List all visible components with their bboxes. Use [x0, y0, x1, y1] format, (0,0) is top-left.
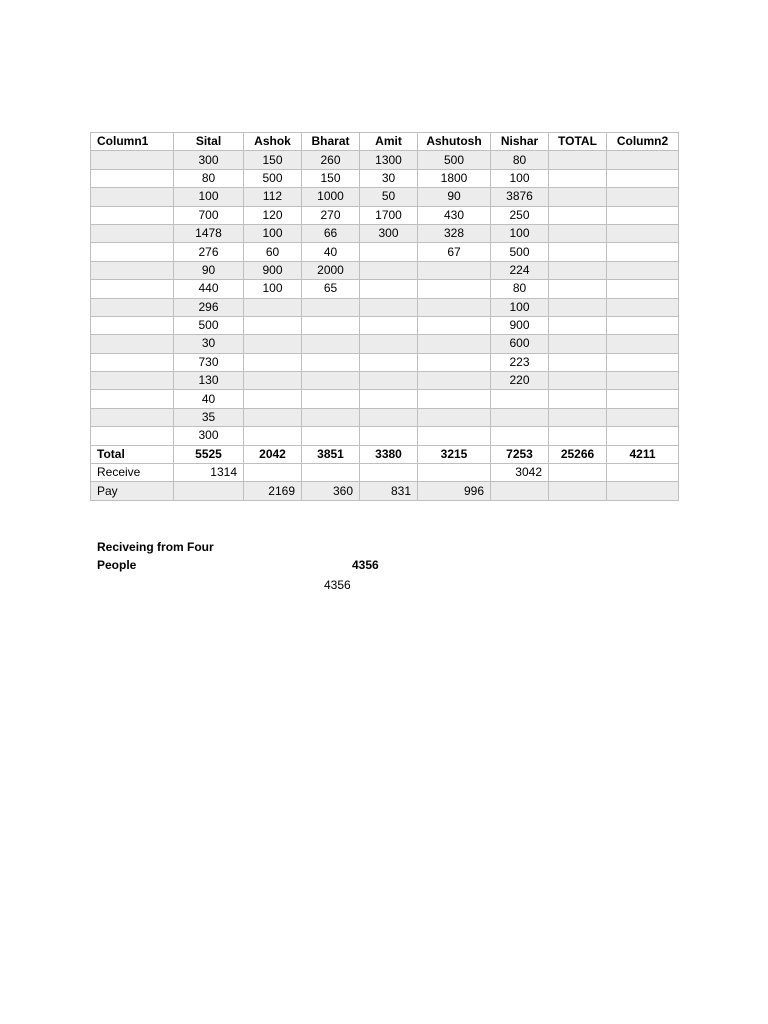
table-cell: 300	[360, 224, 418, 242]
table-cell: 35	[174, 408, 244, 426]
table-cell: 65	[302, 280, 360, 298]
table-cell	[244, 464, 302, 482]
table-cell: 150	[302, 169, 360, 187]
table-row	[91, 390, 679, 408]
table-cell: Pay	[91, 482, 174, 500]
table-cell	[549, 206, 607, 224]
table-cell: 3042	[491, 464, 549, 482]
table-cell	[302, 353, 360, 371]
table-cell	[91, 169, 174, 187]
table-cell: 900	[244, 261, 302, 279]
table-cell	[491, 482, 549, 500]
table-cell: 90	[418, 188, 491, 206]
column-header: Nishar	[491, 133, 549, 151]
table-cell: 40	[174, 390, 244, 408]
table-cell	[418, 408, 491, 426]
table-cell: 2169	[244, 482, 302, 500]
table-cell	[302, 427, 360, 445]
table-cell	[549, 464, 607, 482]
table-cell: 100	[491, 298, 549, 316]
table-cell	[91, 390, 174, 408]
table-cell	[244, 390, 302, 408]
table-row	[91, 427, 679, 445]
table-cell	[607, 482, 679, 500]
table-row	[91, 151, 679, 169]
table-row	[91, 353, 679, 371]
table-cell	[244, 408, 302, 426]
table-cell	[607, 224, 679, 242]
table-cell: 3876	[491, 188, 549, 206]
table-cell	[418, 280, 491, 298]
table-cell: 3851	[302, 445, 360, 463]
table-cell: 300	[174, 427, 244, 445]
table-cell: 296	[174, 298, 244, 316]
table-cell	[244, 335, 302, 353]
table-cell	[607, 261, 679, 279]
table-cell: 112	[244, 188, 302, 206]
table-cell: 260	[302, 151, 360, 169]
table-cell	[91, 261, 174, 279]
table-cell: 120	[244, 206, 302, 224]
table-cell: 3380	[360, 445, 418, 463]
table-cell	[549, 390, 607, 408]
table-cell	[418, 316, 491, 334]
table-cell: 25266	[549, 445, 607, 463]
column-header: Ashok	[244, 133, 302, 151]
table-cell	[607, 427, 679, 445]
table-cell	[549, 151, 607, 169]
note-value-2: 4356	[324, 578, 351, 592]
table-cell	[549, 335, 607, 353]
table-cell: Total	[91, 445, 174, 463]
table-row	[91, 206, 679, 224]
table-cell	[244, 353, 302, 371]
table-row	[91, 372, 679, 390]
table-cell	[302, 372, 360, 390]
table-row	[91, 335, 679, 353]
table-cell	[360, 390, 418, 408]
table-cell: 831	[360, 482, 418, 500]
table-row	[91, 224, 679, 242]
table-cell	[91, 280, 174, 298]
table-cell	[174, 482, 244, 500]
table-cell: Receive	[91, 464, 174, 482]
table-cell	[360, 243, 418, 261]
table-cell: 900	[491, 316, 549, 334]
table-cell	[244, 298, 302, 316]
table-cell: 100	[491, 224, 549, 242]
table-cell: 600	[491, 335, 549, 353]
table-cell	[549, 224, 607, 242]
table-cell	[549, 261, 607, 279]
table-cell: 150	[244, 151, 302, 169]
table-cell: 1700	[360, 206, 418, 224]
table-cell: 50	[360, 188, 418, 206]
column-header: Column1	[91, 133, 174, 151]
table-cell	[607, 169, 679, 187]
table-cell	[418, 372, 491, 390]
table-cell	[91, 316, 174, 334]
table-cell: 500	[491, 243, 549, 261]
table-cell	[418, 353, 491, 371]
table-row	[91, 169, 679, 187]
table-cell	[549, 353, 607, 371]
table-cell	[607, 390, 679, 408]
table-cell: 1314	[174, 464, 244, 482]
table-cell: 80	[491, 151, 549, 169]
table-cell	[549, 372, 607, 390]
table-cell	[302, 335, 360, 353]
table-cell	[91, 243, 174, 261]
table-cell	[549, 243, 607, 261]
table-cell	[91, 206, 174, 224]
table-cell: 360	[302, 482, 360, 500]
table-cell	[91, 372, 174, 390]
table-cell	[491, 408, 549, 426]
data-table	[90, 132, 679, 501]
table-cell	[607, 188, 679, 206]
column-header: Column2	[607, 133, 679, 151]
table-cell: 100	[244, 280, 302, 298]
table-cell: 700	[174, 206, 244, 224]
table-cell: 66	[302, 224, 360, 242]
table-cell	[360, 316, 418, 334]
table-cell	[418, 261, 491, 279]
table-cell	[549, 408, 607, 426]
table-cell: 30	[360, 169, 418, 187]
table-cell	[302, 408, 360, 426]
table-cell	[302, 316, 360, 334]
table-cell: 100	[491, 169, 549, 187]
table-row	[91, 316, 679, 334]
table-cell: 3215	[418, 445, 491, 463]
note-value-1: 4356	[352, 558, 379, 572]
table-cell	[607, 243, 679, 261]
table-row	[91, 261, 679, 279]
table-cell	[91, 353, 174, 371]
table-cell	[607, 280, 679, 298]
table-cell	[549, 316, 607, 334]
table-cell: 328	[418, 224, 491, 242]
table-cell	[418, 390, 491, 408]
column-header: Bharat	[302, 133, 360, 151]
table-cell: 2000	[302, 261, 360, 279]
table-cell	[491, 427, 549, 445]
column-header: TOTAL	[549, 133, 607, 151]
table-cell	[607, 408, 679, 426]
column-header: Ashutosh	[418, 133, 491, 151]
table-cell	[418, 298, 491, 316]
table-cell	[91, 188, 174, 206]
table-cell: 276	[174, 243, 244, 261]
table-row	[91, 445, 679, 463]
table-cell	[360, 464, 418, 482]
table-cell: 90	[174, 261, 244, 279]
table-cell	[607, 335, 679, 353]
table-cell: 250	[491, 206, 549, 224]
table-cell: 30	[174, 335, 244, 353]
table-cell	[360, 335, 418, 353]
table-cell	[244, 372, 302, 390]
table-cell: 500	[244, 169, 302, 187]
table-cell	[360, 280, 418, 298]
table-cell	[360, 353, 418, 371]
table-cell: 60	[244, 243, 302, 261]
table-cell: 100	[174, 188, 244, 206]
table-cell: 500	[174, 316, 244, 334]
column-header: Sital	[174, 133, 244, 151]
table-cell: 7253	[491, 445, 549, 463]
table-cell: 430	[418, 206, 491, 224]
table-cell: 80	[174, 169, 244, 187]
table-cell	[244, 316, 302, 334]
table-cell: 1000	[302, 188, 360, 206]
table-cell	[91, 298, 174, 316]
table-cell: 1478	[174, 224, 244, 242]
table-cell	[91, 427, 174, 445]
table-cell	[607, 298, 679, 316]
table-cell: 100	[244, 224, 302, 242]
table-cell	[607, 353, 679, 371]
table-cell: 1800	[418, 169, 491, 187]
table-cell	[91, 224, 174, 242]
note-line-2: People	[97, 558, 137, 572]
table-cell	[607, 151, 679, 169]
table-cell	[491, 390, 549, 408]
table-cell	[360, 372, 418, 390]
table-cell: 1300	[360, 151, 418, 169]
table-cell	[302, 298, 360, 316]
table-row	[91, 408, 679, 426]
table-cell	[91, 408, 174, 426]
table-cell: 2042	[244, 445, 302, 463]
table-cell	[549, 427, 607, 445]
table-cell: 4211	[607, 445, 679, 463]
table-cell: 220	[491, 372, 549, 390]
table-cell: 996	[418, 482, 491, 500]
table-cell	[549, 298, 607, 316]
table-row	[91, 298, 679, 316]
table-cell	[91, 335, 174, 353]
table-row	[91, 482, 679, 500]
table-cell	[302, 390, 360, 408]
table-cell	[549, 280, 607, 298]
table-cell	[302, 464, 360, 482]
table-cell: 270	[302, 206, 360, 224]
table-cell: 80	[491, 280, 549, 298]
header-row	[91, 133, 679, 151]
table-cell	[360, 427, 418, 445]
table-row	[91, 243, 679, 261]
table-cell	[91, 151, 174, 169]
table-cell: 40	[302, 243, 360, 261]
table-cell	[549, 169, 607, 187]
table-cell	[607, 464, 679, 482]
table-cell	[360, 408, 418, 426]
table-cell	[360, 298, 418, 316]
column-header: Amit	[360, 133, 418, 151]
table-cell: 440	[174, 280, 244, 298]
table-cell	[244, 427, 302, 445]
note-line-1: Reciveing from Four	[97, 540, 214, 554]
table-cell: 300	[174, 151, 244, 169]
table-cell	[360, 261, 418, 279]
table-row	[91, 280, 679, 298]
table-cell	[418, 464, 491, 482]
table-cell	[607, 206, 679, 224]
table-cell	[607, 316, 679, 334]
table-cell	[418, 427, 491, 445]
table-cell	[549, 188, 607, 206]
table-cell	[607, 372, 679, 390]
table-cell: 5525	[174, 445, 244, 463]
table-cell: 130	[174, 372, 244, 390]
table-cell: 224	[491, 261, 549, 279]
table-cell	[549, 482, 607, 500]
table-cell: 500	[418, 151, 491, 169]
table-cell: 730	[174, 353, 244, 371]
table-cell	[418, 335, 491, 353]
table-row	[91, 464, 679, 482]
table-cell: 223	[491, 353, 549, 371]
table-row	[91, 188, 679, 206]
table-cell: 67	[418, 243, 491, 261]
